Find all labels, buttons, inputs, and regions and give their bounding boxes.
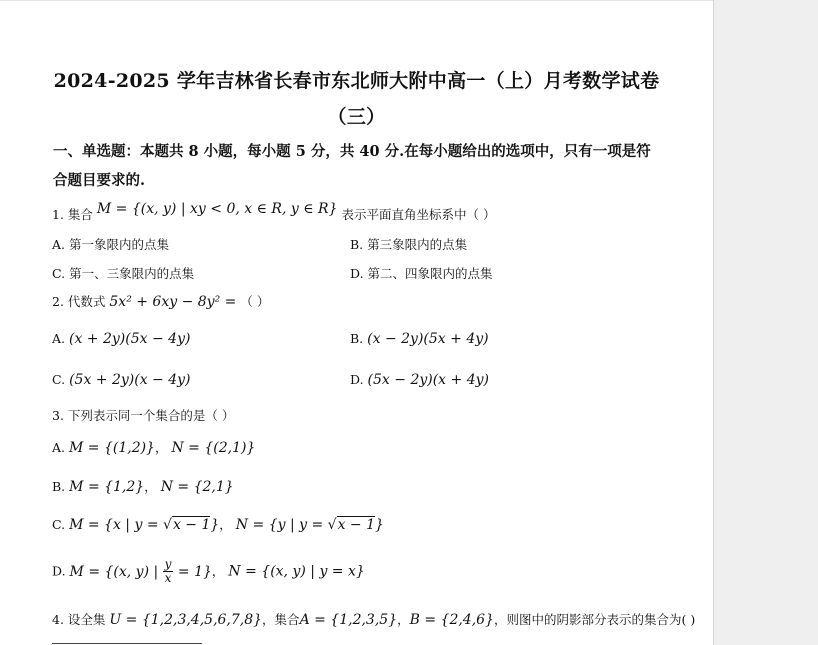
option-set-n: N = {(x, y) | y = x}	[228, 563, 365, 580]
option-set-m: M = {x | y = √x − 1}	[69, 517, 220, 533]
option-set-n: N = {y | y = √x − 1}	[235, 517, 384, 533]
question-1-option-d: D. 第二、四象限内的点集	[350, 266, 493, 281]
set-m-head: M = {(x, y) |	[69, 563, 163, 580]
option-label: A.	[52, 331, 66, 346]
set-m-head: M = {x | y =	[69, 517, 164, 533]
question-3-option-a	[52, 438, 255, 456]
option-label: C.	[52, 372, 66, 387]
question-1-prefix: 1. 集合	[52, 207, 93, 222]
question-2-suffix: （ ）	[240, 294, 270, 309]
option-label: B.	[52, 479, 66, 494]
option-label: A.	[52, 440, 66, 455]
question-2	[52, 292, 269, 310]
question-3: 3. 下列表示同一个集合的是（ ）	[52, 408, 235, 423]
option-separator: ，	[154, 440, 168, 455]
question-2-formula: 5x² + 6xy − 8y² =	[109, 294, 237, 310]
question-4-prefix: 4. 设全集	[52, 612, 106, 627]
set-m-tail: }	[210, 517, 220, 533]
section-heading: 一、单选题：本题共 8 小题，每小题 5 分，共 40 分.在每小题给出的选项中，只有一项是符	[53, 143, 651, 160]
set-b: B = {2,4,6}	[409, 612, 494, 628]
section-heading-continued: 合题目要求的.	[53, 172, 146, 189]
question-1-option-a: A. 第一象限内的点集	[52, 237, 169, 252]
option-label: D.	[52, 563, 66, 579]
option-set-m	[69, 557, 212, 585]
radicand: x − 1	[172, 517, 211, 533]
set-n-tail: }	[375, 517, 384, 533]
exam-title-continued: （三）	[327, 106, 386, 128]
viewer-background	[714, 0, 818, 645]
set-m-tail: = 1}	[173, 563, 212, 580]
option-label: C.	[52, 517, 66, 532]
option-formula: (5x − 2y)(x + 4y)	[367, 372, 489, 388]
radicand: x − 1	[337, 517, 376, 533]
question-1-option-b: B. 第三象限内的点集	[350, 237, 468, 252]
question-3-option-d	[52, 558, 365, 585]
option-set-m: M = {(1,2)}	[69, 440, 155, 456]
diagram-top-edge	[52, 643, 202, 644]
set-n-head: N = {y | y =	[235, 517, 328, 533]
question-1-formula: M = {(x, y) | xy < 0, x ∈ R, y ∈ R}	[96, 201, 338, 217]
question-4-suffix: ，则图中的阴影部分表示的集合为( )	[493, 612, 696, 627]
universal-set: U = {1,2,3,4,5,6,7,8}	[109, 612, 263, 628]
option-formula: (x + 2y)(5x − 4y)	[69, 331, 191, 347]
question-1-option-c: C. 第一、三象限内的点集	[52, 266, 195, 281]
question-2-option-c	[52, 372, 191, 388]
question-2-option-d	[350, 372, 489, 388]
question-1	[52, 201, 496, 223]
question-4-separator: ，	[397, 612, 410, 627]
option-set-n: N = {2,1}	[160, 479, 234, 495]
question-3-option-b	[52, 477, 234, 495]
set-a: A = {1,2,3,5}	[299, 612, 398, 628]
question-3-option-c	[52, 515, 384, 533]
option-formula: (x − 2y)(5x + 4y)	[367, 331, 489, 347]
exam-title: 2024-2025 学年吉林省长春市东北师大附中高一（上）月考数学试卷	[53, 70, 660, 92]
option-formula: (5x + 2y)(x − 4y)	[69, 372, 191, 388]
fraction-denominator: x	[164, 571, 172, 585]
question-1-suffix: 表示平面直角坐标系中（ ）	[341, 207, 496, 222]
fraction-numerator: y	[164, 557, 172, 571]
option-label: B.	[350, 331, 364, 346]
page-top-edge	[0, 0, 713, 1]
question-2-option-a	[52, 331, 190, 347]
question-2-option-b	[350, 331, 489, 347]
option-label: D.	[350, 372, 364, 387]
question-2-prefix: 2. 代数式	[52, 294, 106, 309]
option-separator: ，	[211, 563, 225, 579]
question-4	[52, 610, 695, 628]
fraction	[163, 558, 174, 585]
option-separator: ，	[219, 517, 232, 532]
option-separator: ，	[144, 479, 157, 494]
option-set-n: N = {(2,1)}	[171, 440, 256, 456]
option-set-m: M = {1,2}	[69, 479, 145, 495]
question-4-text: ，集合	[262, 612, 300, 627]
